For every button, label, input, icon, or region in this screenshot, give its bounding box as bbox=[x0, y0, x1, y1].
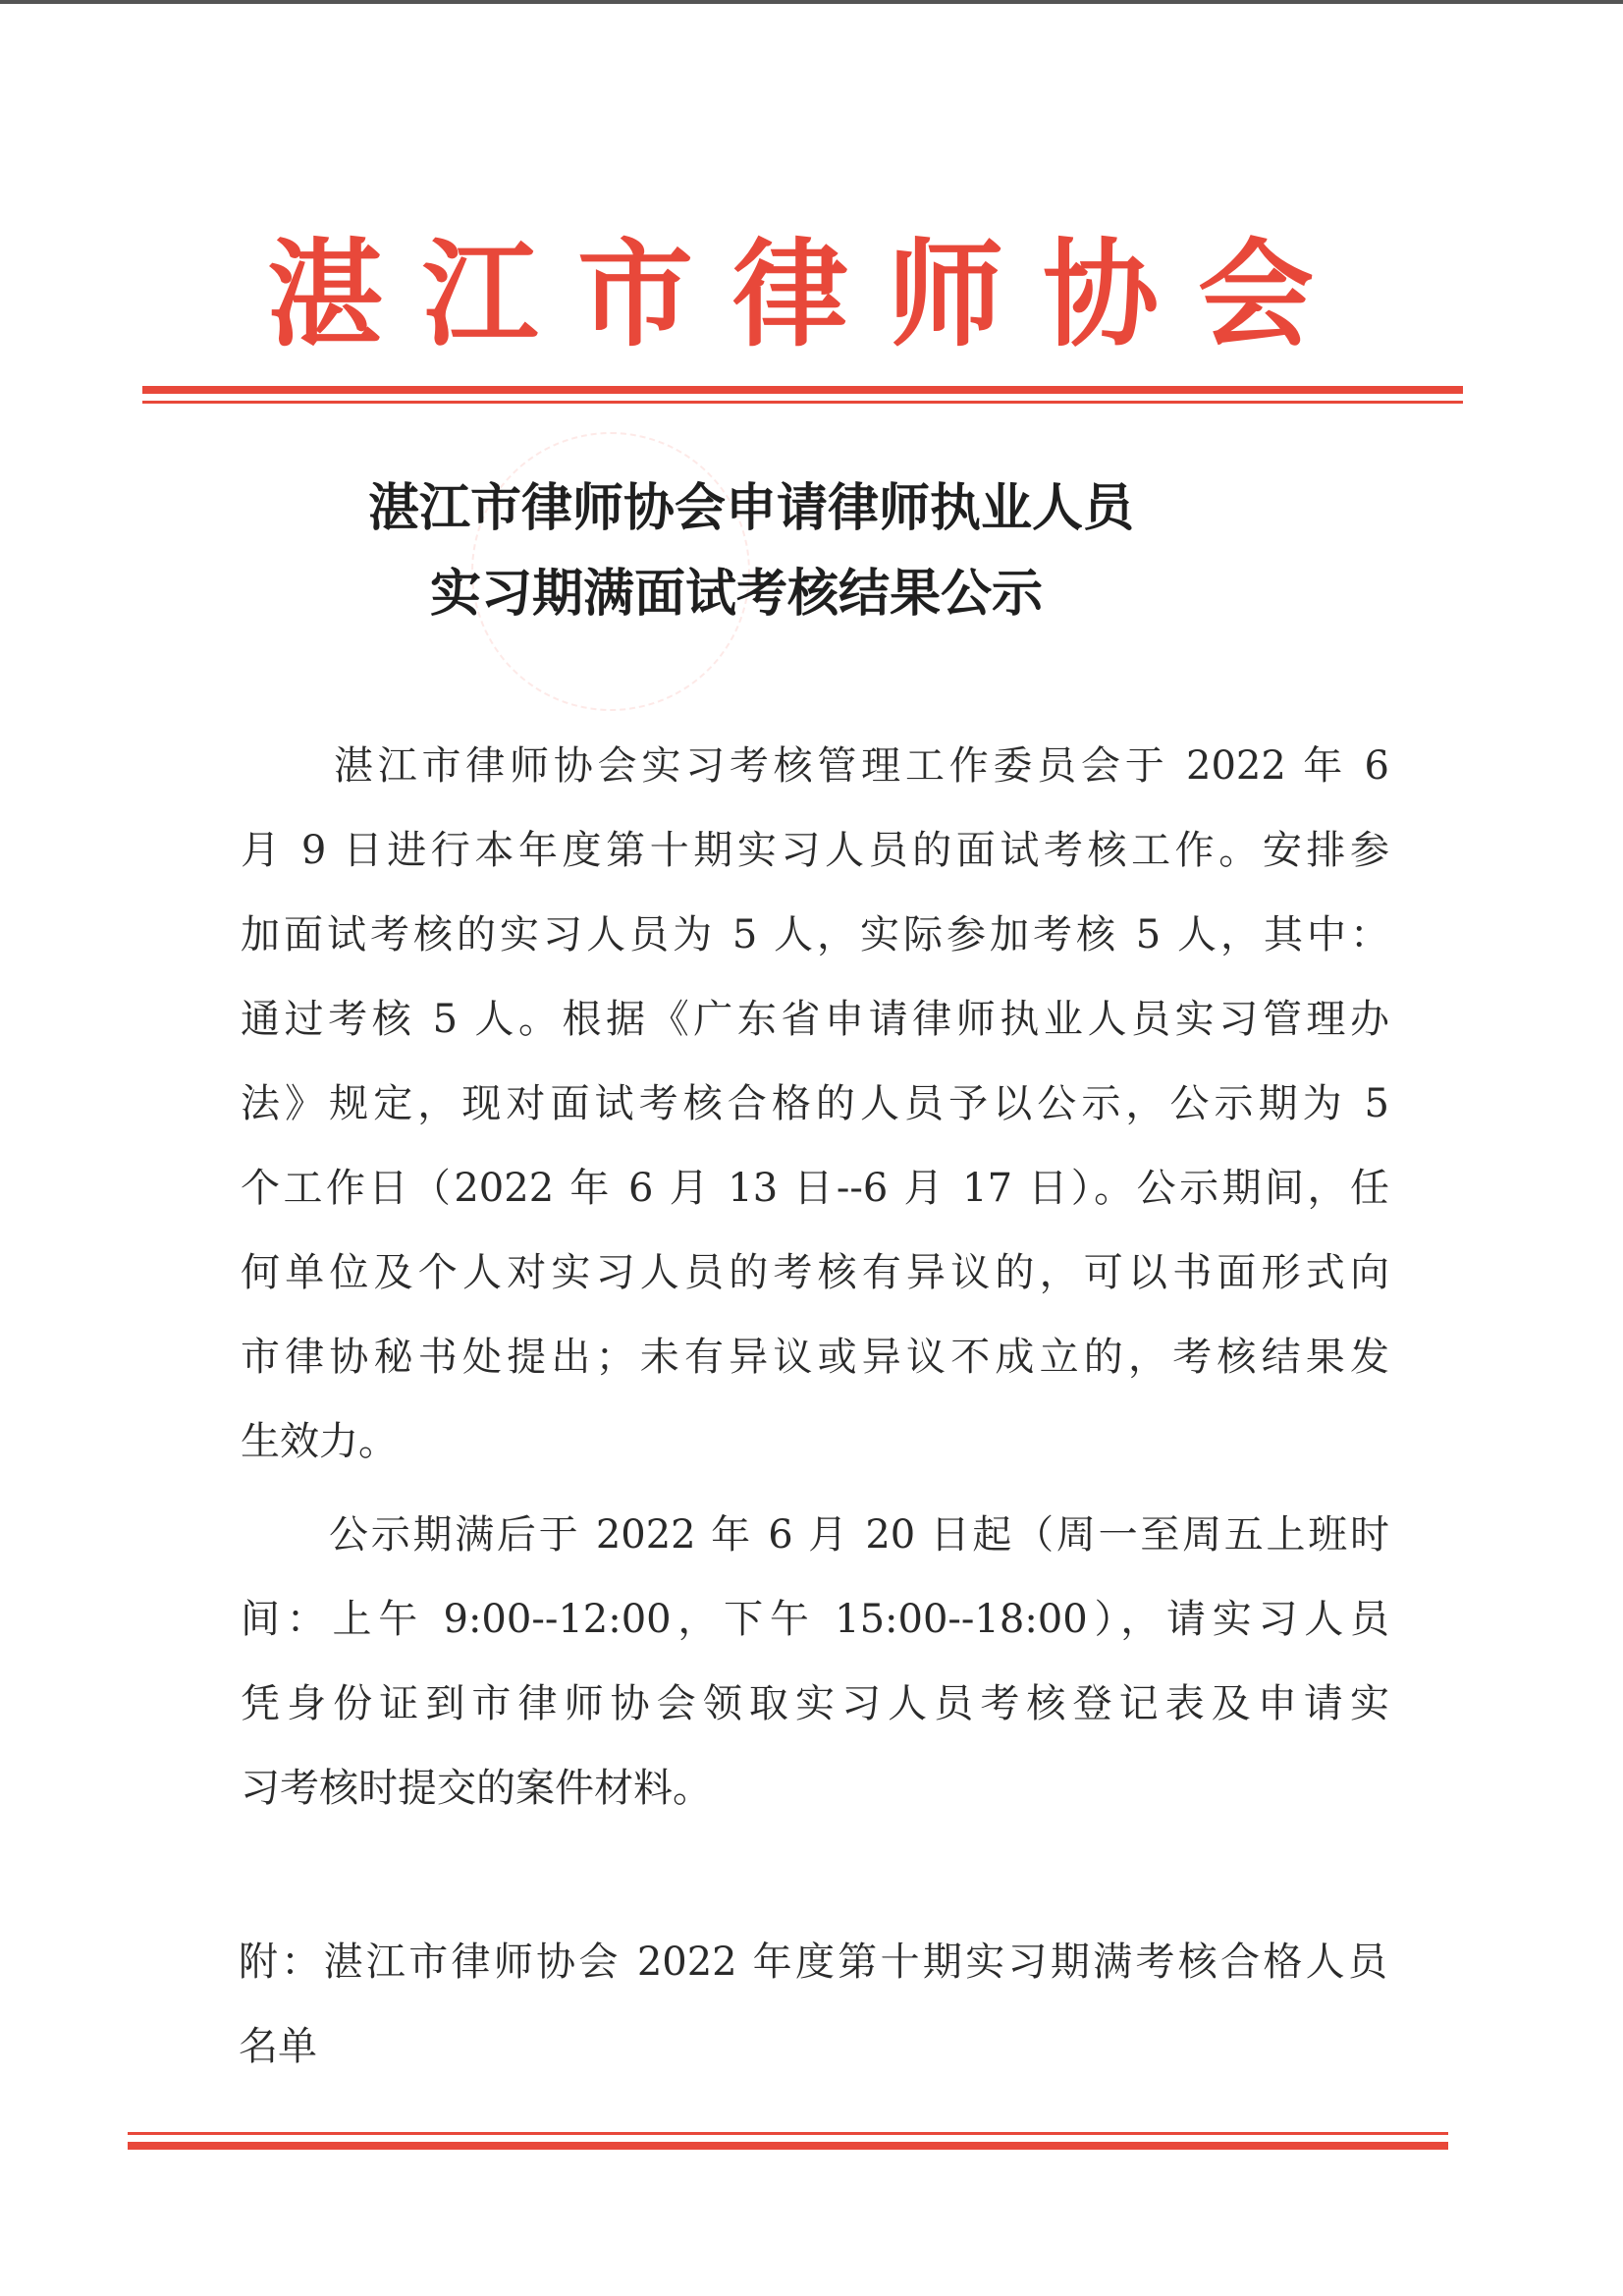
paragraph-line: 公示期满后于 2022 年 6 月 20 日起（周一至周五上班时 bbox=[329, 1512, 1389, 1558]
paragraph-line: 何单位及个人对实习人员的考核有异议的，可以书面形式向 bbox=[241, 1250, 1389, 1295]
page-top-edge bbox=[0, 0, 1623, 4]
attachment-line-1: 附：湛江市律师协会 2022 年度第十期实习期满考核合格人员 bbox=[239, 1940, 1387, 1985]
footer-rule-thin bbox=[128, 2132, 1448, 2135]
paragraph-line: 凭身份证到市律师协会领取实习人员考核登记表及申请实 bbox=[241, 1681, 1389, 1726]
document-title-line-1: 湛江市律师协会申请律师执业人员 bbox=[368, 479, 1135, 538]
letterhead-rule-thin bbox=[142, 401, 1463, 404]
letterhead-rule-thick bbox=[142, 386, 1463, 394]
paragraph-line: 个工作日（2022 年 6 月 13 日--6 月 17 日）。公示期间，任 bbox=[241, 1166, 1389, 1211]
paragraph-line: 习考核时提交的案件材料。 bbox=[241, 1766, 712, 1811]
paragraph-line: 加面试考核的实习人员为 5 人，实际参加考核 5 人，其中： bbox=[241, 912, 1389, 957]
body-paragraph-2 bbox=[241, 1493, 1389, 1831]
attachment-line-2: 名单 bbox=[239, 2024, 317, 2069]
footer-rule-thick bbox=[128, 2142, 1448, 2150]
paragraph-line: 市律协秘书处提出；未有异议或异议不成立的，考核结果发 bbox=[241, 1335, 1389, 1380]
paragraph-line: 法》规定，现对面试考核合格的人员予以公示，公示期为 5 bbox=[241, 1081, 1389, 1126]
paragraph-line: 生效力。 bbox=[241, 1419, 398, 1464]
paragraph-line: 间：上午 9:00--12:00，下午 15:00--18:00），请实习人员 bbox=[241, 1597, 1389, 1642]
letterhead-organization: 湛江市律师协会 bbox=[266, 227, 1353, 362]
attachment-note bbox=[239, 1920, 1387, 2089]
paragraph-line: 月 9 日进行本年度第十期实习人员的面试考核工作。安排参 bbox=[241, 828, 1389, 873]
document-title-line-2: 实习期满面试考核结果公示 bbox=[430, 565, 1044, 624]
paragraph-line: 通过考核 5 人。根据《广东省申请律师执业人员实习管理办 bbox=[241, 997, 1389, 1042]
body-paragraph-1 bbox=[241, 724, 1389, 1484]
paragraph-line: 湛江市律师协会实习考核管理工作委员会于 2022 年 6 bbox=[334, 743, 1389, 789]
